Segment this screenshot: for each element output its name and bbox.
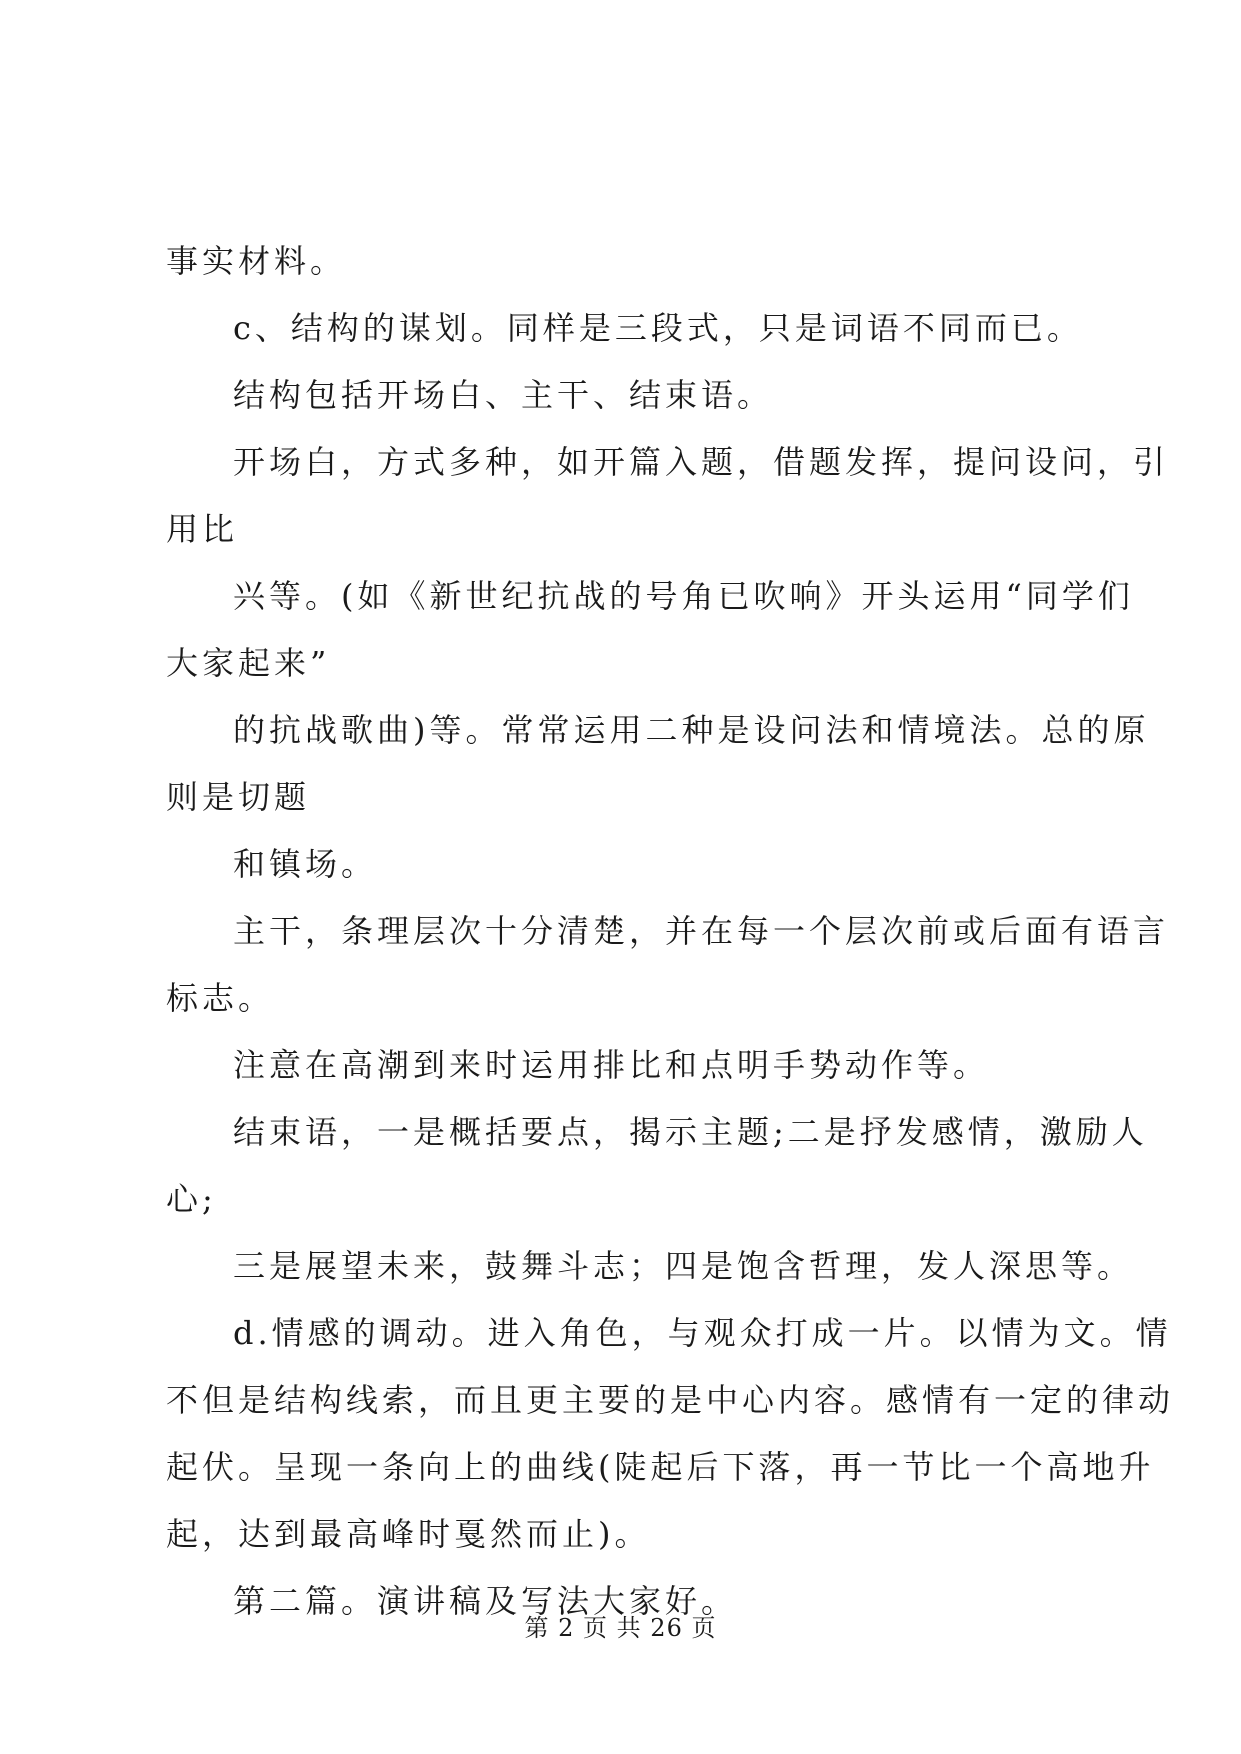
text-line: 起伏。呈现一条向上的曲线(陡起后下落，再一节比一个高地升	[166, 1448, 1155, 1486]
text-line: 第二篇。演讲稿及写法大家好。	[233, 1582, 738, 1620]
text-line: 结束语，一是概括要点，揭示主题;二是抒发感情，激励人	[233, 1113, 1148, 1151]
text-line: 用比	[166, 510, 239, 548]
text-line: 和镇场。	[233, 845, 378, 883]
text-line: 则是切题	[166, 778, 311, 816]
text-line: 起，达到最高峰时戛然而止)。	[166, 1515, 651, 1553]
page-footer: 第 2 页 共 26 页	[524, 1614, 717, 1642]
text-line: 三是展望未来，鼓舞斗志；四是饱含哲理，发人深思等。	[233, 1247, 1134, 1285]
text-line: 兴等。(如《新世纪抗战的号角已吹响》开头运用“同学们	[233, 577, 1134, 615]
text-line: c、结构的谋划。同样是三段式，只是词语不同而已。	[233, 309, 1083, 347]
text-line: 主干，条理层次十分清楚，并在每一个层次前或后面有语言	[233, 912, 1170, 950]
text-line: 的抗战歌曲)等。常常运用二种是设问法和情境法。总的原	[233, 711, 1150, 749]
text-line: 心;	[166, 1180, 217, 1218]
text-line: 注意在高潮到来时运用排比和点明手势动作等。	[233, 1046, 990, 1084]
text-line: d.情感的调动。进入角色，与观众打成一片。以情为文。情	[233, 1314, 1172, 1352]
text-line: 开场白，方式多种，如开篇入题，借题发挥，提问设问，引	[233, 443, 1170, 481]
text-line: 结构包括开场白、主干、结束语。	[233, 376, 774, 414]
text-line: 标志。	[166, 979, 275, 1017]
text-line: 大家起来”	[166, 644, 331, 682]
text-line: 事实材料。	[166, 242, 347, 280]
document-body	[166, 228, 1175, 1635]
text-line: 不但是结构线索，而且更主要的是中心内容。感情有一定的律动	[166, 1381, 1175, 1419]
